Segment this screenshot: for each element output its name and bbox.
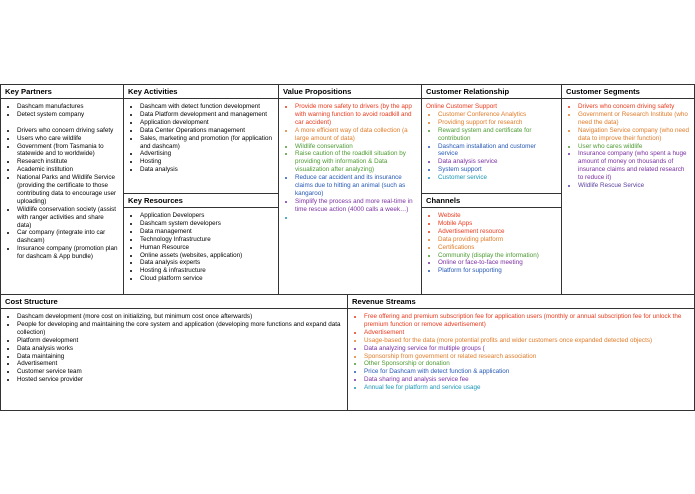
revenue-streams-block xyxy=(347,294,695,411)
list-item: • Advertisement xyxy=(364,329,690,337)
value-propositions-list xyxy=(279,103,421,222)
list-item: • Other Sponsorship or donation xyxy=(364,360,690,368)
key-partners-title: Key Partners xyxy=(1,85,123,99)
list-item: • Online assets (websites, application) xyxy=(140,252,274,260)
list-item: • Annual fee for platform and service usage xyxy=(364,384,690,392)
list-item: • Hosting xyxy=(140,158,274,166)
list-item: • Usage-based for the data (more potential profits and wider customers once expanded detected objects) xyxy=(364,337,690,345)
list-item: • Research institute xyxy=(17,158,119,166)
list-item: • Mobile Apps xyxy=(438,220,557,228)
list-item: • Wildlife Rescue Service xyxy=(578,182,690,190)
list-item: • Provide more safety to drivers (by the app with warning function to avoid roadkill and car accident) xyxy=(295,103,417,127)
customer-relationship-block xyxy=(421,84,562,194)
list-item: • Dashcam manufactures xyxy=(17,103,119,111)
cost-structure-title: Cost Structure xyxy=(1,295,347,309)
list-item: • Wildlife conservation society (assist with ranger activities and share data) xyxy=(17,206,119,230)
list-item: • Reward system and certificate for contribution xyxy=(438,127,557,143)
list-item: • Government or Research Institute (who need the data) xyxy=(578,111,690,127)
list-item: • Customer service xyxy=(438,174,557,182)
list-item: • Customer service team xyxy=(17,368,343,376)
key-partners-block xyxy=(0,84,124,295)
list-item: • Government (from Tasmania to statewide and to worldwide) xyxy=(17,143,119,159)
list-item: • Wildlife conservation xyxy=(295,143,417,151)
list-item: • Human Resource xyxy=(140,244,274,252)
customer-segments-block xyxy=(561,84,695,295)
revenue-streams-title: Revenue Streams xyxy=(348,295,694,309)
customer-segments-title: Customer Segments xyxy=(562,85,694,99)
list-item xyxy=(295,214,417,222)
key-activities-title: Key Activities xyxy=(124,85,278,99)
list-item: • Data analysis service xyxy=(438,158,557,166)
list-item: • Academic institution xyxy=(17,166,119,174)
customer-relationship-list xyxy=(422,111,561,182)
list-item: • Raise caution of the roadkill situation by providing with information & Data visualization after analyzing) xyxy=(295,150,417,174)
list-item xyxy=(17,119,119,127)
list-item: • Data analyzing service for multiple groups ( xyxy=(364,345,690,353)
value-propositions-block xyxy=(278,84,422,295)
list-item: • Data analysis experts xyxy=(140,259,274,267)
list-item: • Certifications xyxy=(438,244,557,252)
list-item: • Reduce car accident and its insurance claims due to hitting an animal (such as kangaroo) xyxy=(295,174,417,198)
revenue-streams-list xyxy=(348,313,694,392)
list-item: • Data providing platform xyxy=(438,236,557,244)
list-item: • Drivers who concern driving safety xyxy=(578,103,690,111)
list-item: • Insurance company (who spent a huge amount of money on thousands of insurance claims and related research to reduce it) xyxy=(578,150,690,182)
list-item: • Users who care wildlife xyxy=(17,135,119,143)
list-item: • People for developing and maintaining the core system and application (developing more functions and expand data collection) xyxy=(17,321,343,337)
key-resources-title: Key Resources xyxy=(124,194,278,208)
list-item: • Car company (integrate into car dashcam) xyxy=(17,229,119,245)
value-propositions-title: Value Propositions xyxy=(279,85,421,99)
key-partners-list xyxy=(1,103,123,261)
list-item: • Dashcam development (more cost on initializing, but minimum cost once afterwards) xyxy=(17,313,343,321)
list-item: • Platform development xyxy=(17,337,343,345)
list-item: • Platform for supporting xyxy=(438,267,557,275)
list-item: • Technology Infrastructure xyxy=(140,236,274,244)
list-item: • Data Platform development and management xyxy=(140,111,274,119)
list-item: • Hosted service provider xyxy=(17,376,343,384)
list-item: • User who cares wildlife xyxy=(578,143,690,151)
list-item: • Providing support for research xyxy=(438,119,557,127)
list-item: • A more efficient way of data collection (a large amount of data) xyxy=(295,127,417,143)
list-item: • Online or face-to-face meeting xyxy=(438,259,557,267)
list-item: • National Parks and Wildlife Service (providing the certificate to those contributing data to encourage user uploading) xyxy=(17,174,119,206)
list-item: • Advertisement xyxy=(17,360,343,368)
list-item: • Data analysis xyxy=(140,166,274,174)
list-item: • Customer Conference Analytics xyxy=(438,111,557,119)
list-item: • Insurance company (promotion plan for dashcam & App bundle) xyxy=(17,245,119,261)
list-item: • Drivers who concern driving safety xyxy=(17,127,119,135)
channels-title: Channels xyxy=(422,194,561,208)
customer-segments-list xyxy=(562,103,694,190)
list-item: • Data Center Operations management xyxy=(140,127,274,135)
list-item: • Sales, marketing and promotion (for application and dashcam) xyxy=(140,135,274,151)
list-item: • Website xyxy=(438,212,557,220)
cost-structure-block xyxy=(0,294,348,411)
list-item: • Dashcam system developers xyxy=(140,220,274,228)
list-item: • Application development xyxy=(140,119,274,127)
list-item: • Advertising xyxy=(140,150,274,158)
list-item: • Data management xyxy=(140,228,274,236)
list-item: • Detect system company xyxy=(17,111,119,119)
list-item: • Sponsorship from government or related research association xyxy=(364,353,690,361)
channels-list xyxy=(422,212,561,275)
list-item: • Data sharing and analysis service fee xyxy=(364,376,690,384)
key-activities-block xyxy=(123,84,279,194)
list-item: • Free offering and premium subscription fee for application users (monthly or annual subscription fee for unlock the premium function or remove advertisement) xyxy=(364,313,690,329)
list-item: • Price for Dashcam with detect function & application xyxy=(364,368,690,376)
list-item: • System support xyxy=(438,166,557,174)
list-item: • Advertisement resource xyxy=(438,228,557,236)
list-item: • Dashcam with detect function development xyxy=(140,103,274,111)
list-item: • Community (display the information) xyxy=(438,252,557,260)
list-item: • Application Developers xyxy=(140,212,274,220)
list-item: • Cloud platform service xyxy=(140,275,274,283)
customer-relationship-lead: Online Customer Support xyxy=(426,103,498,110)
list-item: • Navigation Service company (who need data to improve their function) xyxy=(578,127,690,143)
key-resources-list xyxy=(124,212,278,283)
list-item: • Hosting & infrastructure xyxy=(140,267,274,275)
channels-block xyxy=(421,193,562,295)
customer-relationship-title: Customer Relationship xyxy=(422,85,561,99)
list-item: • Data analysis works xyxy=(17,345,343,353)
list-item: • Simplify the process and more real-time in time rescue action (4000 calls a week…) xyxy=(295,198,417,214)
list-item: • Data maintaining xyxy=(17,353,343,361)
list-item: • Dashcam installation and customer service xyxy=(438,143,557,159)
key-activities-list xyxy=(124,103,278,174)
business-model-canvas xyxy=(0,84,695,411)
cost-structure-list xyxy=(1,313,347,384)
key-resources-block xyxy=(123,193,279,295)
